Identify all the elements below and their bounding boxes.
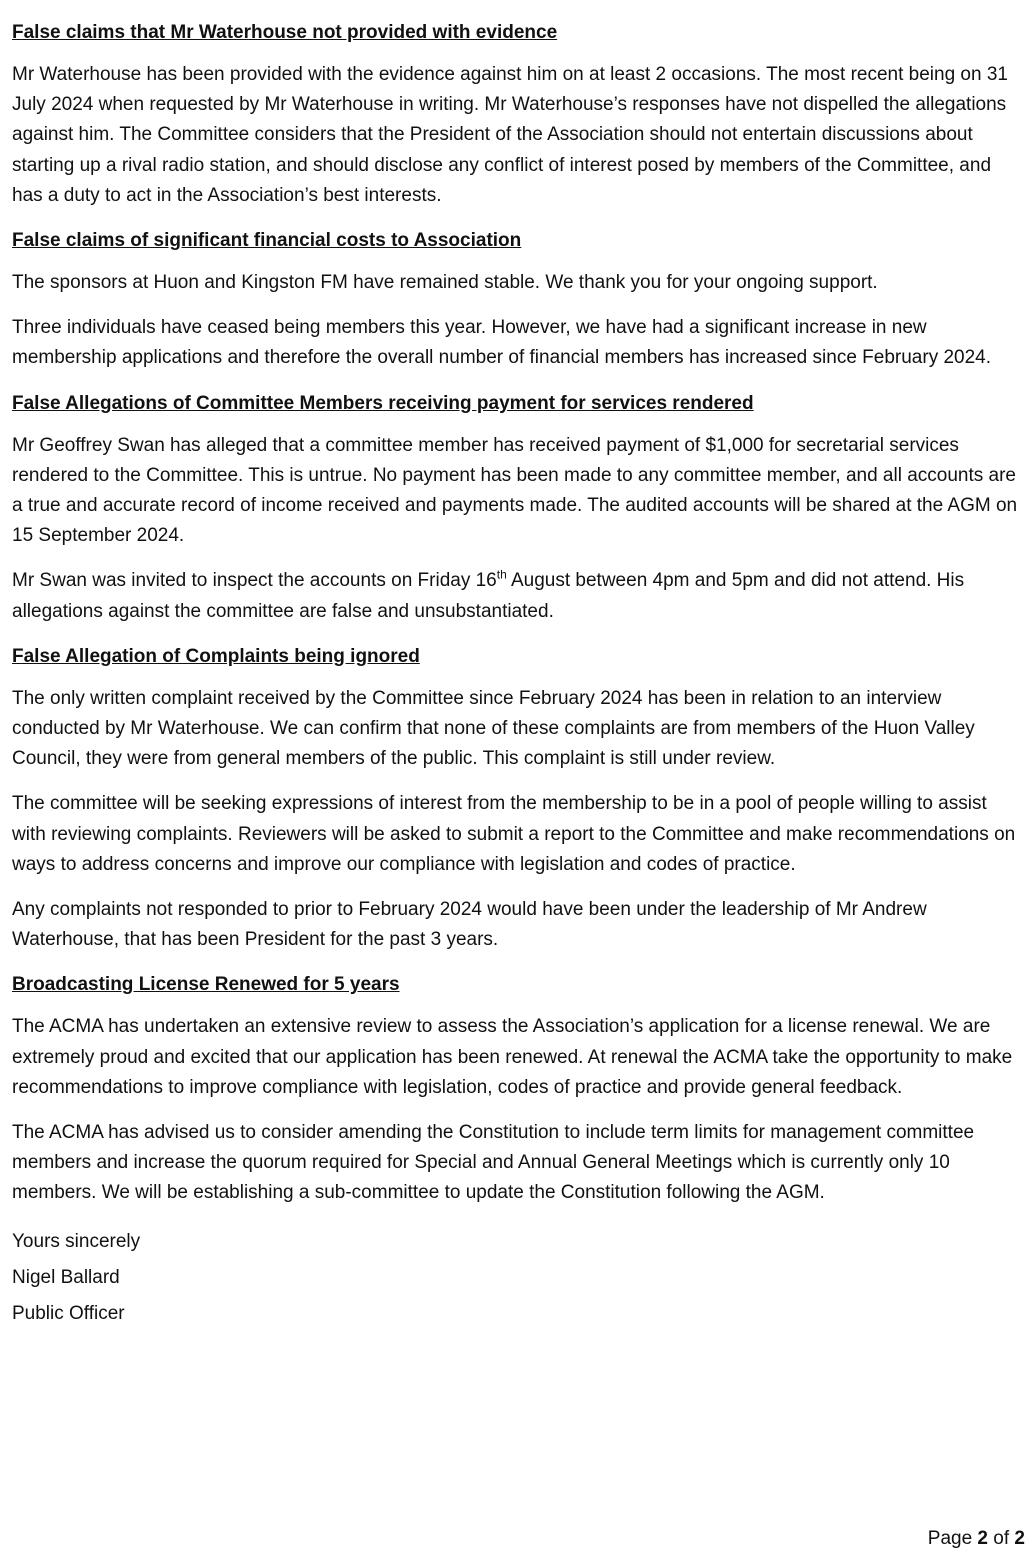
paragraph: Any complaints not responded to prior to February 2024 would have been under the leadership of Mr Andrew Waterhouse, that has been President for the past 3 years. [12,899,927,951]
salutation: Yours sincerely [12,1230,141,1252]
section-heading-complaints: False Allegation of Complaints being ignored [12,645,420,667]
section-heading-payment-allegations: False Allegations of Committee Members receiving payment for services rendered [12,392,754,414]
section-heading-financial-costs: False claims of significant financial costs to Association [12,230,522,252]
section-heading-evidence: False claims that Mr Waterhouse not provided with evidence [12,22,558,43]
page-number [928,1525,1025,1553]
signatory-name: Nigel Ballard [12,1266,120,1288]
paragraph: Three individuals have ceased being members this year. However, we have had a significant increase in new membership applications and therefore the overall number of financial members has increased since February 2024. [12,317,992,369]
paragraph: The ACMA has advised us to consider amending the Constitution to include term limits for management committee members and increase the quorum required for Special and Annual General Meetings which is currently only 10 members. We will be establishing a sub-committee to update the Constitution following the AGM. [12,1122,975,1204]
inspection-text-end: August between 4pm and 5pm and did not attend. His allegations against the committee are false and unsubstantiated. [12,570,965,622]
paragraph: The only written complaint received by the Committee since February 2024 has been in relation to an interview conducted by Mr Waterhouse. We can confirm that none of these complaints are from members of the Huon Valley Council, they were from general members of the public. This complaint is still under review. [12,687,975,770]
section-heading-license: Broadcasting License Renewed for 5 years [12,974,400,996]
inspection-text-start: Mr Swan was invited to inspect the accounts on Friday 16 [12,570,497,592]
signatory-title: Public Officer [12,1302,125,1324]
of-word: of [993,1528,1010,1549]
paragraph: The committee will be seeking expressions of interest from the membership to be in a pool of people willing to assist with reviewing complaints. Reviewers will be asked to submit a report to the Committee and make recommendations on ways to address concerns and improve our compliance with legislation and codes of practice. [12,793,1016,875]
paragraph: The sponsors at Huon and Kingston FM have remained stable. We thank you for your ongoing support. [12,272,878,294]
current-page: 2 [977,1528,988,1549]
paragraph: Mr Waterhouse has been provided with the evidence against him on at least 2 occasions. The most recent being on 31 July 2024 when requested by Mr Waterhouse in writing. Mr Waterhouse’s responses have not dispelled the allegations against him. The Committee considers that the President of the Association should not entertain discussions about starting up a rival radio station, and should disclose any conflict of interest posed by members of the Committee, and has a duty to act in the Association’s best interests. [12,64,1008,206]
ordinal-suffix: th [496,568,507,583]
closing-block [12,1224,1025,1332]
paragraph: The ACMA has undertaken an extensive review to assess the Association’s application for a license renewal. We are extremely proud and excited that our application has been renewed. At renewal the ACMA take the opportunity to make recommendations to improve compliance with legislation, codes of practice and provide general feedback. [12,1016,1013,1098]
page-word: Page [927,1528,973,1549]
paragraph-inspection [12,566,1025,626]
paragraph: Mr Geoffrey Swan has alleged that a committee member has received payment of $1,000 for secretarial services rendered to the Committee. This is untrue. No payment has been made to any committee member, and all accounts are a true and accurate record of income received and payments made. The audited accounts will be shared at the AGM on 15 September 2024. [12,434,1018,547]
total-pages: 2 [1014,1528,1025,1549]
